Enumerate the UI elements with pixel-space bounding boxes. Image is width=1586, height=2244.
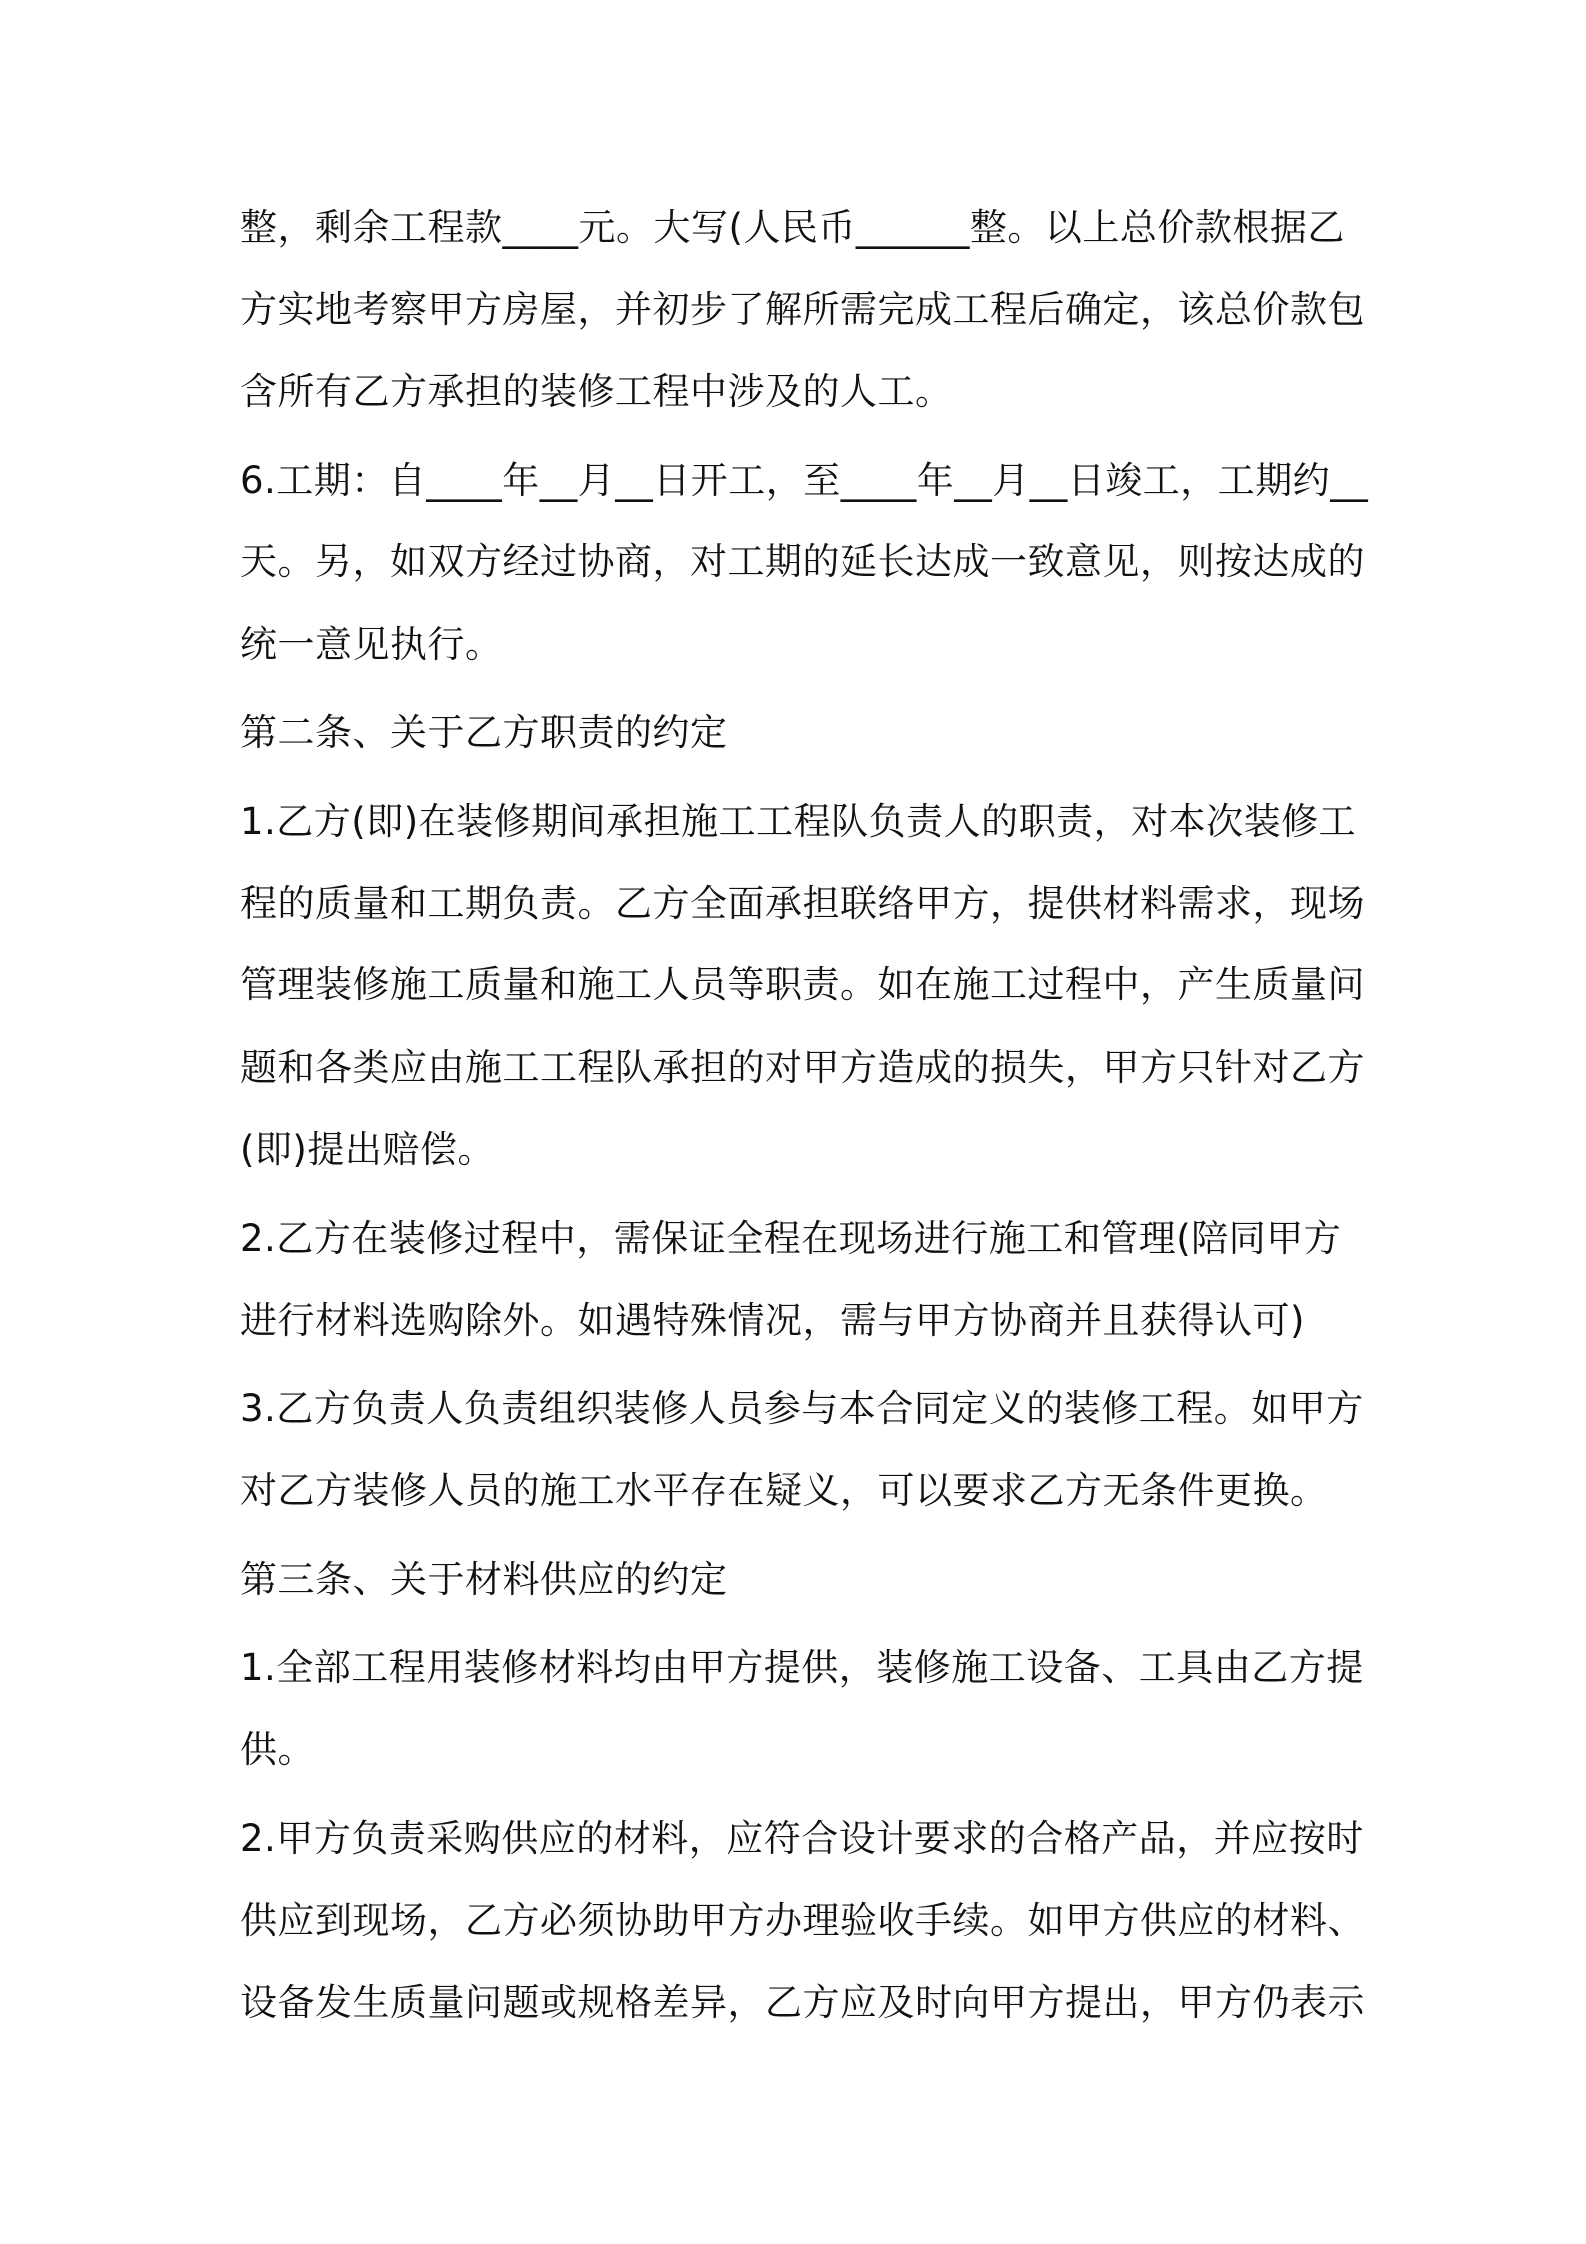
text-line: 供应到现场，乙方必须协助甲方办理验收手续。如甲方供应的材料、 <box>240 1899 1365 1942</box>
text-line: 2.甲方负责采购供应的材料，应符合设计要求的合格产品，并应按时 <box>240 1817 1364 1860</box>
section-heading: 第二条、关于乙方职责的约定 <box>240 711 728 754</box>
text-line: 管理装修施工质量和施工人员等职责。如在施工过程中，产生质量问 <box>240 963 1365 1006</box>
section-heading: 第三条、关于材料供应的约定 <box>240 1558 728 1601</box>
text-line: 1.乙方(即)在装修期间承担施工工程队负责人的职责，对本次装修工 <box>240 800 1357 843</box>
text-line: 程的质量和工期负责。乙方全面承担联络甲方，提供材料需求，现场 <box>240 882 1365 925</box>
text-line: 天。另，如双方经过协商，对工期的延长达成一致意见，则按达成的 <box>240 540 1365 583</box>
text-line: 进行材料选购除外。如遇特殊情况，需与甲方协商并且获得认可) <box>240 1299 1305 1342</box>
text-line: (即)提出赔偿。 <box>240 1128 495 1171</box>
text-line: 方实地考察甲方房屋，并初步了解所需完成工程后确定，该总价款包 <box>240 288 1365 331</box>
text-line: 对乙方装修人员的施工水平存在疑义，可以要求乙方无条件更换。 <box>240 1469 1328 1512</box>
text-line: 3.乙方负责人负责组织装修人员参与本合同定义的装修工程。如甲方 <box>240 1387 1364 1430</box>
text-line: 设备发生质量问题或规格差异，乙方应及时向甲方提出，甲方仍表示 <box>240 1981 1365 2024</box>
text-line: 整，剩余工程款____元。大写(人民币______整。以上总价款根据乙 <box>240 206 1345 249</box>
text-line: 1.全部工程用装修材料均由甲方提供，装修施工设备、工具由乙方提 <box>240 1646 1364 1689</box>
text-line: 题和各类应由施工工程队承担的对甲方造成的损失，甲方只针对乙方 <box>240 1046 1365 1089</box>
text-line: 2.乙方在装修过程中，需保证全程在现场进行施工和管理(陪同甲方 <box>240 1217 1342 1260</box>
text-line: 统一意见执行。 <box>240 623 503 666</box>
text-line: 含所有乙方承担的装修工程中涉及的人工。 <box>240 370 953 413</box>
text-line: 供。 <box>240 1728 315 1771</box>
text-line: 6.工期：自____年__月__日开工，至____年__月__日竣工，工期约__ <box>240 459 1369 502</box>
